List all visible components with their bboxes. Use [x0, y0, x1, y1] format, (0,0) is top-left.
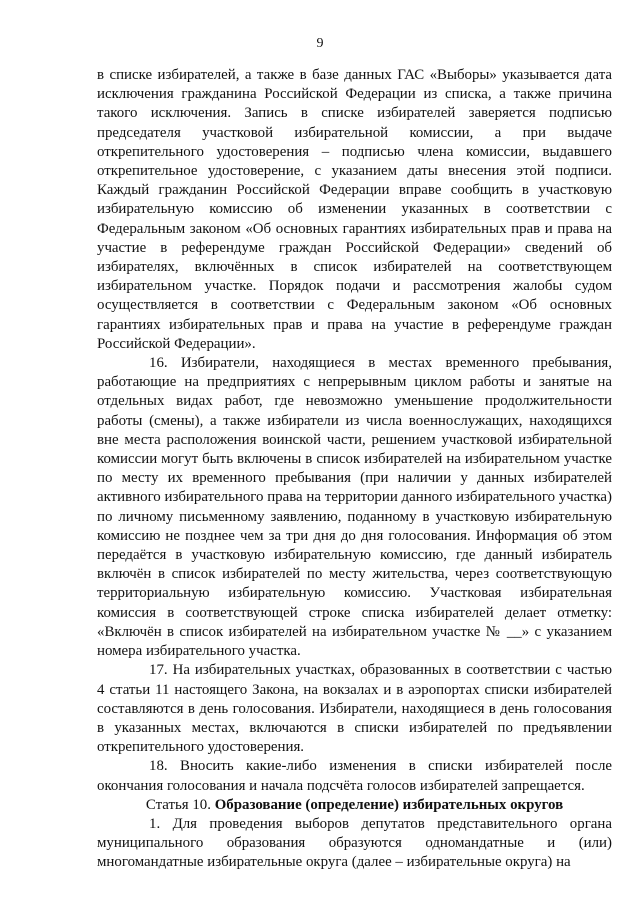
article-heading — [97, 796, 612, 815]
page-number: 9 — [316, 36, 324, 51]
article-number: Статья 10. — [145, 796, 215, 813]
paragraph-article-10-item-1: 1. Для проведения выборов депутатов представительного органа муниципального образования образуются одномандатные и (или) многомандатные избирательные округа (далее – избирательные округа) на — [97, 815, 612, 871]
paragraph-item-16: 16. Избиратели, находящиеся в местах временного пребывания, работающие на предприятиях с непрерывным циклом работы и занятые на отдельных видах работ, где невозможно уменьшение продолжительности работы (смены), а также избиратели из числа военнослужащих, находящихся вне места расположения воинской части, решением участковой избирательной комиссии могут быть включены в список избирателей на избирательном участке по месту их временного пребывания (при наличии у данных избирателей активного избирательного права на территории данного избирательного участка) по личному письменному заявлению, поданному в участковую избирательную комиссию не позднее чем за три дня до дня голосования. Информация об этом передаётся в участковую избирательную комиссию, где данный избиратель включён в список избирателей по месту жительства, через соответствующую территориальную избирательную комиссию. Участковая избирательная комиссия в соответствующей строке списка избирателей делает отметку: «Включён в список избирателей на избирательном участке № __» с указанием номера избирательного участка. — [97, 355, 612, 660]
paragraph-list-entry-continued: в списке избирателей, а также в базе данных ГАС «Выборы» указывается дата исключения гражданина Российской Федерации из списка, а также причина такого исключения. Запись в списке избирателей заверяется подписью председателя участковой избирательной комиссии, а при выдаче открепительного удостоверения – подписью члена комиссии, выдавшего открепительное удостоверение, с указанием даты внесения этой подписи. Каждый гражданин Российской Федерации вправе сообщить в участковую избирательную комиссию об изменении указанных в соответствии с Федеральным законом «Об основных гарантиях избирательных прав и права на участие в референдуме граждан Российской Федерации» сведений об избирателях, включённых в список избирателей на соответствующем избирательном участке. Порядок подачи и рассмотрения жалобы судом осуществляется в соответствии с Федеральным законом «Об основных гарантиях избирательных прав и права на участие в референдуме граждан Российской Федерации». — [97, 67, 612, 352]
document-body — [97, 66, 612, 873]
paragraph-item-18: 18. Вносить какие-либо изменения в списки избирателей после окончания голосования и начала подсчёта голосов избирателей запрещается. — [97, 758, 612, 794]
article-title: Образование (определение) избирательных округов — [214, 796, 564, 813]
paragraph-item-17: 17. На избирательных участках, образованных в соответствии с частью 4 статьи 11 настоящего Закона, на вокзалах и в аэропортах списки избирателей составляются в день голосования. Избиратели, находящиеся в день голосования в указанных местах, включаются в списки избирателей по предъявлении открепительного удостоверения. — [97, 662, 612, 756]
